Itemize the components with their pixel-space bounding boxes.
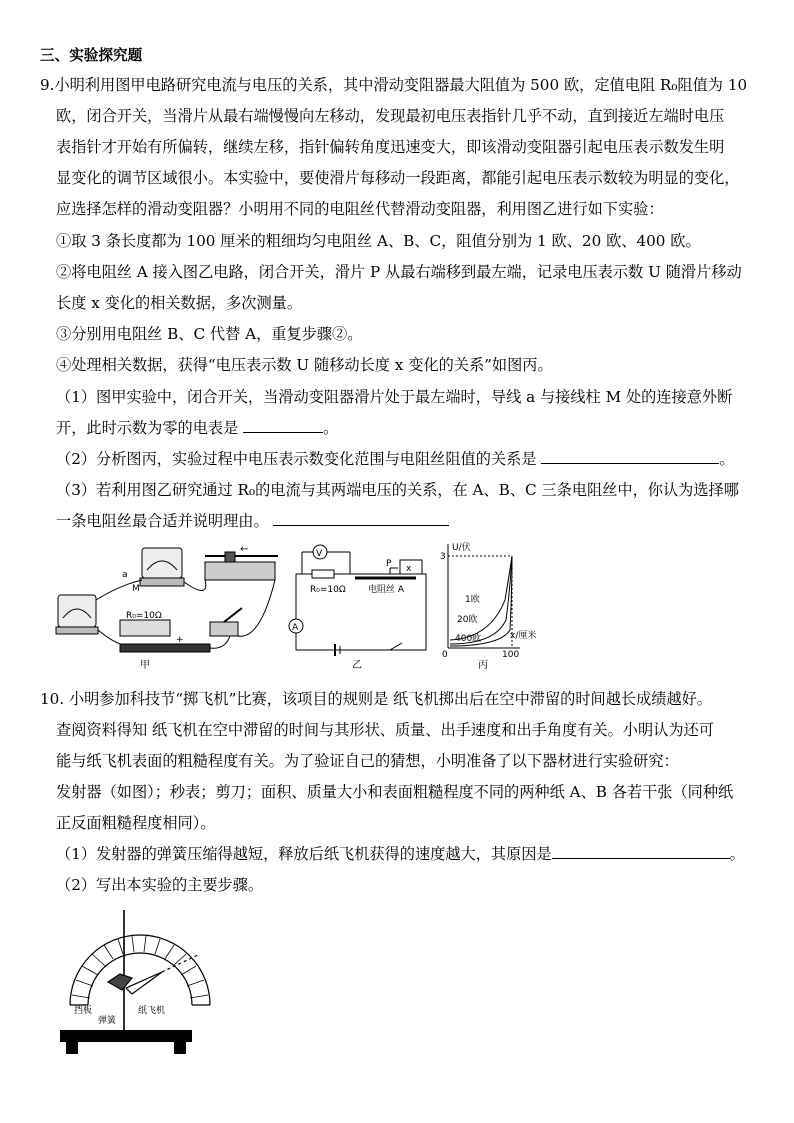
origin-label: 0 [442,650,448,660]
q9-step-3: ③分别用电阻丝 B、C 代替 A，重复步骤②。 [56,325,363,343]
q10-line-4: 发射器（如图）；秒表；剪刀；面积、质量大小和表面粗糙程度不同的两种纸 A、B 各若干张（同种纸 [56,783,734,801]
label-x: x [406,564,412,574]
q9-line-2: 欧，闭合开关，当滑片从最右端慢慢向左移动，发现最初电压表指针几乎不动，直到接近左端时电压 [56,107,725,125]
label-baffle: 挡板 [74,1006,93,1016]
curve-1-ohm [450,556,512,640]
q10-line-1: 10. 小明参加科技节“掷飞机”比赛，该项目的规则是 纸飞机掷出后在空中滞留的时间越长成绩越好。 [40,690,713,708]
label-a: a [122,570,128,580]
switch-symbol [390,643,402,650]
answer-blank-3[interactable] [273,511,449,526]
q9-line-3: 表指针才开始有所偏转，继续左移，指针偏转角度迅速变大，即该滑动变阻器引起电压表示数发生明 [56,138,725,156]
q9-step-1: ①取 3 条长度都为 100 厘米的粗细均匀电阻丝 A、B、C，阻值分别为 1 欧、20 欧、400 欧。 [56,232,701,250]
voltmeter-icon [142,548,182,578]
label-yi-r0: R₀=10Ω [310,585,346,595]
x-tick: 100 [502,650,520,660]
arrow-left-icon: ← [240,544,249,555]
r0-symbol [312,570,334,578]
label-m: M [132,584,140,594]
protractor-inner [88,953,192,1005]
q10-line-3: 能与纸飞机表面的粗糙程度有关。为了验证自己的猜想，小明准备了以下器材进行实验研究： [56,752,679,770]
stand-foot-left [66,1042,78,1054]
paper-plane-icon [126,972,162,994]
label-plane: 纸飞机 [138,1006,166,1016]
period: 。 [323,419,339,437]
figure-yi [289,545,426,656]
x-axis-label: x/厘米 [510,631,537,641]
answer-blank-4[interactable] [552,844,730,859]
label-a-meter: A [292,623,299,633]
label-plus: + [176,635,184,645]
q9-sub-3-text: 一条电阻丝最合适并说明理由。 [56,512,274,530]
answer-blank-2[interactable] [541,449,719,464]
figure-yi-label: 乙 [352,660,362,671]
curve-label-2: 20欧 [457,615,478,625]
launcher-figure [60,910,220,1060]
answer-blank-1[interactable] [243,418,323,433]
figure-bing-label: 丙 [478,660,488,671]
stand-foot-right [174,1042,186,1054]
y-tick: 3 [440,552,446,562]
figure-jia [56,548,278,652]
q9-line-1: 9.小明利用图甲电路研究电流与电压的关系，其中滑动变阻器最大阻值为 500 欧，定值电阻 R₀阻值为 10 [40,76,748,94]
q10-sub-1 [56,844,745,864]
label-wire-a: 电阻丝 A [368,585,405,595]
q9-sub-2-text: （2）分析图丙，实验过程中电压表示数变化范围与电阻丝阻值的关系是 [56,450,542,468]
rheostat-icon [205,562,275,580]
period: 。 [729,845,745,863]
resistor-r0-icon [120,620,170,636]
q10-line-2: 查阅资料得知 纸飞机在空中滞留的时间与其形状、质量、出手速度和出手角度有关。小明认为还可 [56,721,714,739]
q10-sub-2: （2）写出本实验的主要步骤。 [56,876,264,894]
q9-step-2-cont: 长度 x 变化的相关数据，多次测量。 [56,294,303,312]
ammeter-icon [58,595,96,627]
figure-jia-label: 甲 [140,660,150,671]
q9-sub-1-cont [56,418,338,438]
switch-icon [210,622,238,636]
y-axis-label: U/伏 [452,543,471,553]
q9-figures [50,540,537,675]
label-p: P [386,559,392,569]
q9-line-5: 应选择怎样的滑动变阻器？小明用不同的电阻丝代替滑动变阻器，利用图乙进行如下实验： [56,200,664,218]
q9-step-4: ④处理相关数据，获得“电压表示数 U 随移动长度 x 变化的关系”如图丙。 [56,356,553,374]
curve-label-3: 400欧 [455,634,482,644]
q10-sub-1-text: （1）发射器的弹簧压缩得越短，释放后纸飞机获得的速度越大，其原因是 [56,845,552,863]
battery-icon [120,644,210,652]
q9-sub-1-text: 开，此时示数为零的电表是 [56,419,244,437]
curve-400-ohm [450,556,512,646]
q9-sub-1: （1）图甲实验中，闭合开关，当滑动变阻器滑片处于最左端时，导线 a 与接线柱 M 处的连接意外断 [56,388,733,406]
q10-line-5: 正反面粗糙程度相同）。 [56,814,216,832]
q9-sub-3: （3）若利用图乙研究通过 R₀的电流与其两端电压的关系，在 A、B、C 三条电阻丝中，你认为选择哪 [56,481,739,499]
curve-label-1: 1欧 [465,595,480,605]
period: 。 [719,450,735,468]
q9-sub-2 [56,449,735,469]
q9-line-4: 显变化的调节区域很小。本实验中，要使滑片每移动一段距离，都能引起电压表示数较为明显的变化， [56,169,740,187]
stand-base [60,1030,192,1042]
label-spring: 弹簧 [98,1016,117,1026]
label-r0: R₀=10Ω [126,611,162,621]
section-heading: 三、实验探究题 [40,47,143,64]
q9-sub-3-cont [56,511,449,531]
q9-step-2: ②将电阻丝 A 接入图乙电路，闭合开关，滑片 P 从最右端移到最左端，记录电压表示数 U 随滑片移动 [56,263,742,281]
label-v: V [316,549,323,559]
